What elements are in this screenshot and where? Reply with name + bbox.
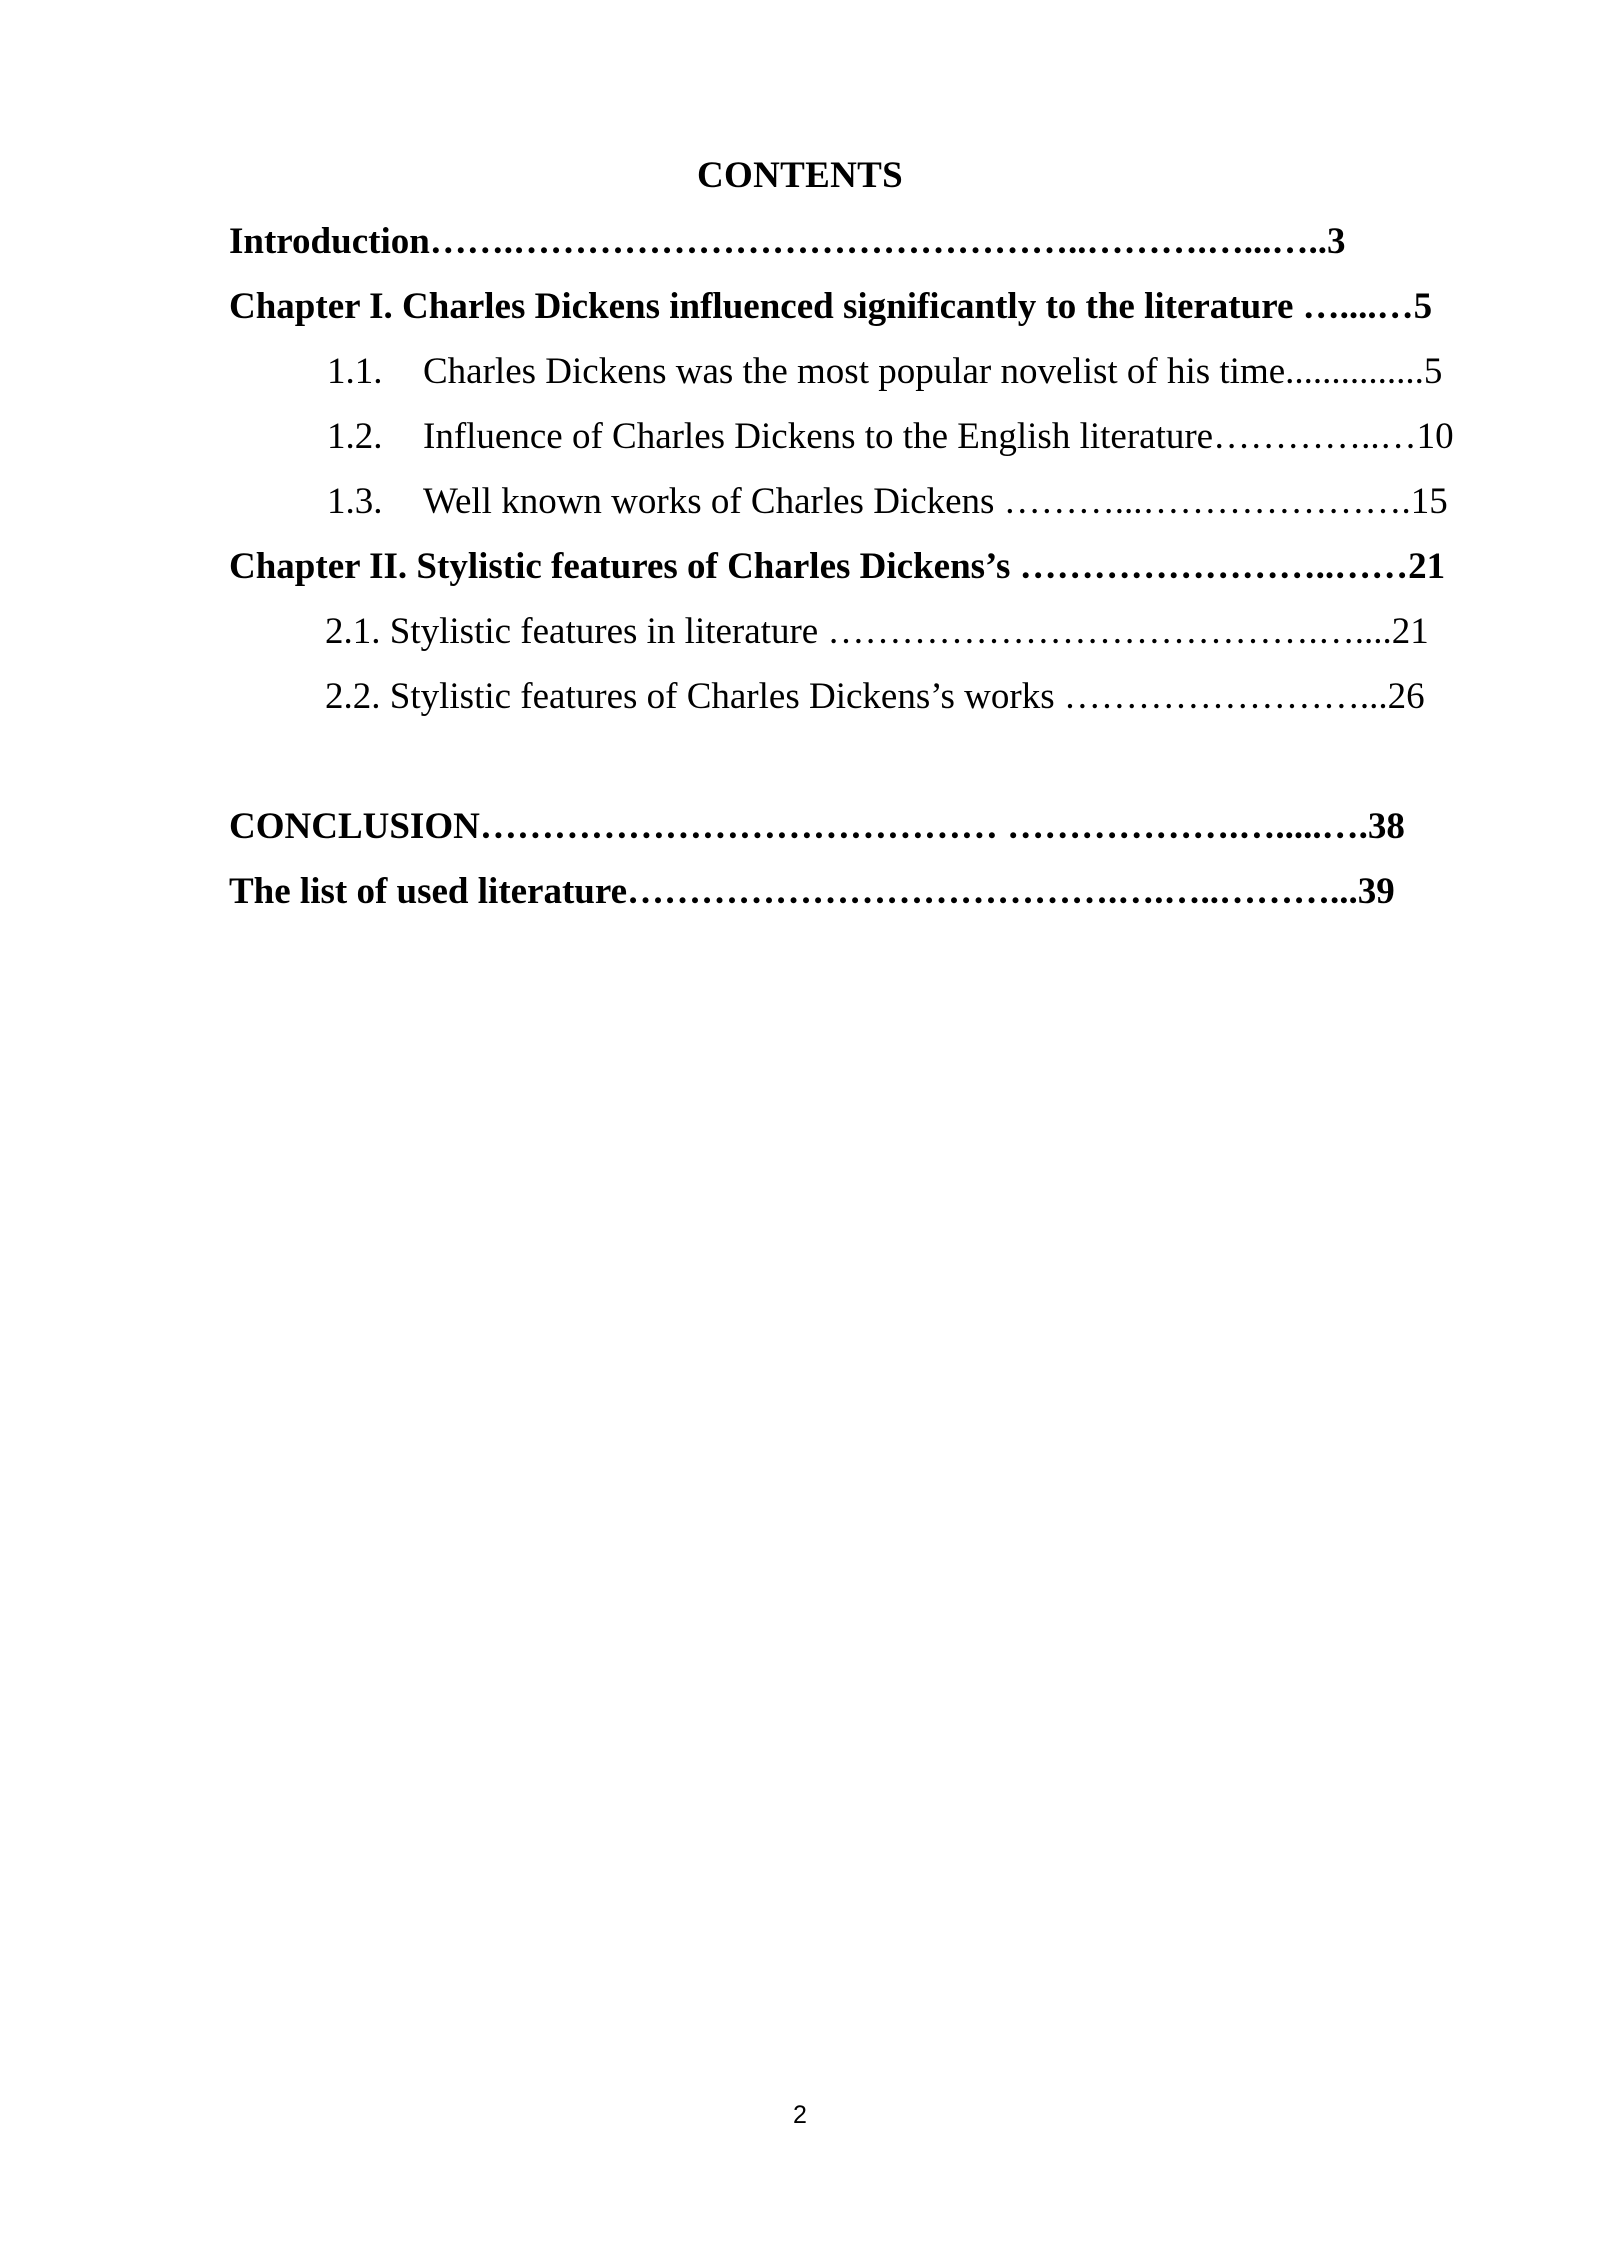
toc-entry-label: Influence of Charles Dickens to the English literature…………..…10 [423,416,1454,457]
toc-entry-conclusion: CONCLUSION…………………………………… ……………….….....….38 [229,806,1405,847]
toc-entry-label: Well known works of Charles Dickens ………...………………….15 [423,481,1448,522]
toc-entry-number: 1.2. [327,416,383,457]
toc-entry-2-1: 2.1. Stylistic features in literature ………………………………….…....21 [325,611,1429,652]
toc-entry-1-2 [327,413,1454,461]
toc-entry-number: 1.1. [327,351,383,392]
toc-entry-number: 1.3. [327,481,383,522]
page-number: 2 [793,2101,807,2129]
toc-entry-chapter-2: Chapter II. Stylistic features of Charles Dickens’s ……………………..……21 [229,546,1446,587]
toc-entry-1-1 [327,348,1442,396]
toc-entry-label: Charles Dickens was the most popular novelist of his time...............5 [423,351,1443,392]
toc-entry-2-2: 2.2. Stylistic features of Charles Dickens’s works ……………………...26 [325,676,1425,717]
toc-entry-literature-list: The list of used literature………………………………….….…..………...39 [229,871,1395,912]
toc-title: CONTENTS [697,155,903,196]
toc-entry-chapter-1: Chapter I. Charles Dickens influenced significantly to the literature …....…5 [229,286,1433,327]
toc-entry-introduction: Introduction…….………………………………………..……….…...…..3 [229,221,1346,262]
toc-entry-1-3 [327,478,1448,526]
